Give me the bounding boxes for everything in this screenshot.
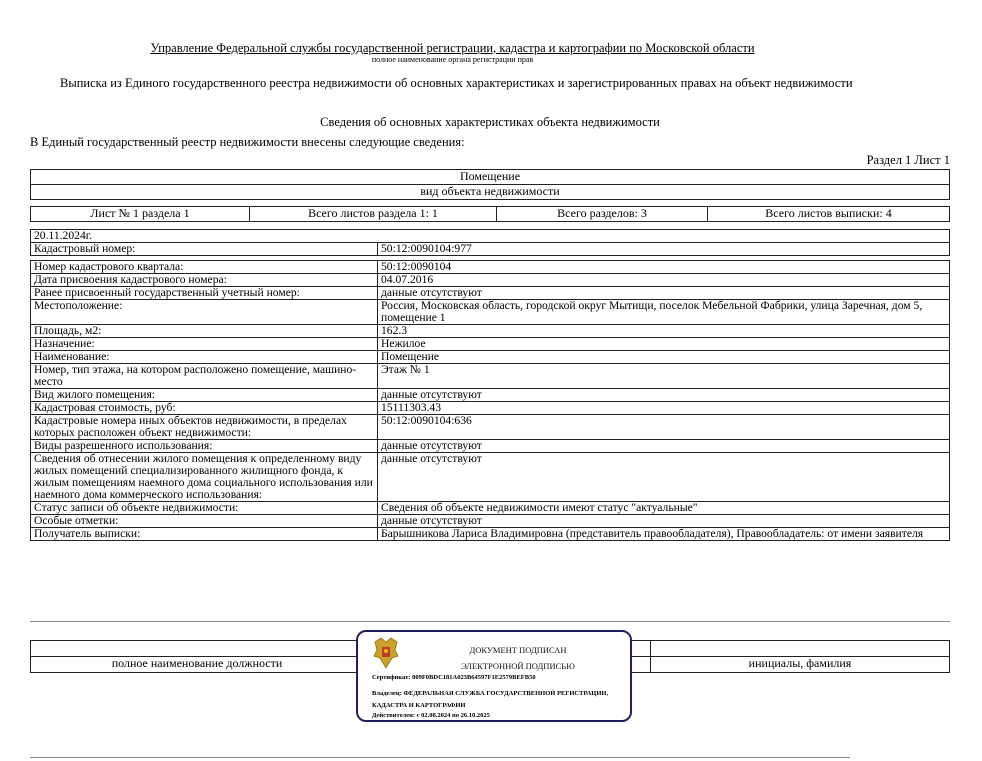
stamp-owner: Владелец: ФЕДЕРАЛЬНАЯ СЛУЖБА ГОСУДАРСТВЕННОЙ РЕГИСТРАЦИИ, КАДАСТРА И КАРТОГРАФИИ <box>372 690 609 709</box>
cadastral-value: 50:12:0090104:977 <box>378 243 950 256</box>
characteristic-label: Номер, тип этажа, на котором расположено помещение, машино-место <box>31 364 378 389</box>
stamp-certificate: Сертификат: 009F0BDC181A023B64597F1E2579BEFB50 <box>372 674 536 681</box>
characteristic-label: Местоположение: <box>31 300 378 325</box>
divider <box>30 621 950 622</box>
characteristic-label: Площадь, м2: <box>31 325 378 338</box>
characteristic-value: Помещение <box>378 351 950 364</box>
characteristic-value: данные отсутствуют <box>378 515 950 528</box>
section-sheet-label: Раздел 1 Лист 1 <box>866 153 950 167</box>
position-label: полное наименование должности <box>31 657 364 673</box>
stamp-line1: ДОКУМЕНТ ПОДПИСАН <box>469 645 567 655</box>
object-type-value: Помещение <box>31 170 950 185</box>
characteristic-value: данные отсутствуют <box>378 453 950 502</box>
characteristic-value: 15111303.43 <box>378 402 950 415</box>
characteristic-label: Вид жилого помещения: <box>31 389 378 402</box>
sheets-table <box>30 206 950 222</box>
characteristic-label: Дата присвоения кадастрового номера: <box>31 274 378 287</box>
date-cell: 20.11.2024г. <box>31 230 950 243</box>
characteristic-value: 162.3 <box>378 325 950 338</box>
characteristic-row <box>31 325 950 338</box>
characteristic-label: Особые отметки: <box>31 515 378 528</box>
characteristic-row <box>31 402 950 415</box>
characteristic-row <box>31 274 950 287</box>
characteristic-row <box>31 287 950 300</box>
organization-note: полное наименование органа регистрации прав <box>371 55 534 64</box>
characteristic-label: Назначение: <box>31 338 378 351</box>
characteristic-label: Виды разрешенного использования: <box>31 440 378 453</box>
characteristic-value: Нежилое <box>378 338 950 351</box>
characteristic-value: 04.07.2016 <box>378 274 950 287</box>
characteristic-row <box>31 415 950 440</box>
cadastral-label: Кадастровый номер: <box>31 243 378 256</box>
characteristic-row <box>31 300 950 325</box>
bottom-divider <box>30 757 850 758</box>
eagle-emblem-icon <box>372 636 400 670</box>
characteristic-label: Кадастровая стоимость, руб: <box>31 402 378 415</box>
date-row <box>31 230 950 243</box>
characteristic-value: Сведения об объекте недвижимости имеют статус "актуальные" <box>378 502 950 515</box>
sheets-in-section: Всего листов раздела 1: 1 <box>250 207 497 222</box>
characteristic-label: Кадастровые номера иных объектов недвижимости, в пределах которых расположен объект недвижимости: <box>31 415 378 440</box>
intro-text: В Единый государственный реестр недвижимости внесены следующие сведения: <box>30 135 465 149</box>
characteristic-label: Ранее присвоенный государственный учетный номер: <box>31 287 378 300</box>
stamp-line2: ЭЛЕКТРОННОЙ ПОДПИСЬЮ <box>461 661 575 671</box>
characteristics-table <box>30 229 950 541</box>
characteristic-row <box>31 261 950 274</box>
characteristic-value: Россия, Московская область, городской округ Мытищи, поселок Мебельной Фабрики, улица Заречная, дом 5, помещение 1 <box>378 300 950 325</box>
stamp-validity: Действителен: с 02.08.2024 по 26.10.2025 <box>372 712 490 719</box>
characteristic-label: Получатель выписки: <box>31 528 378 541</box>
position-blank <box>31 641 364 657</box>
characteristic-row <box>31 351 950 364</box>
characteristic-row <box>31 389 950 402</box>
electronic-signature-stamp <box>356 630 632 722</box>
object-type-table <box>30 169 950 200</box>
characteristic-value: Этаж № 1 <box>378 364 950 389</box>
characteristic-value: Барышникова Лариса Владимировна (представитель правообладателя), Правообладатель: от имени заявителя <box>378 528 950 541</box>
characteristic-label: Статус записи об объекте недвижимости: <box>31 502 378 515</box>
characteristic-row <box>31 338 950 351</box>
characteristic-row <box>31 364 950 389</box>
characteristic-label: Наименование: <box>31 351 378 364</box>
object-type-label: вид объекта недвижимости <box>31 185 950 200</box>
characteristic-value: 50:12:0090104:636 <box>378 415 950 440</box>
characteristic-label: Сведения об отнесении жилого помещения к определенному виду жилых помещений специализированного жилищного фонда, к жилым помещениям наемного дома социального использования или наемного дома коммерческого использования: <box>31 453 378 502</box>
characteristic-row <box>31 502 950 515</box>
total-sheets: Всего листов выписки: 4 <box>708 207 950 222</box>
characteristic-value: данные отсутствуют <box>378 287 950 300</box>
characteristic-row <box>31 528 950 541</box>
characteristic-row <box>31 440 950 453</box>
info-title: Сведения об основных характеристиках объекта недвижимости <box>320 115 660 129</box>
characteristic-row <box>31 453 950 502</box>
characteristic-value: данные отсутствуют <box>378 389 950 402</box>
characteristic-value: данные отсутствуют <box>378 440 950 453</box>
name-blank <box>651 641 950 657</box>
total-sections: Всего разделов: 3 <box>497 207 708 222</box>
characteristic-value: 50:12:0090104 <box>378 261 950 274</box>
extract-title: Выписка из Единого государственного реестра недвижимости об основных характеристиках и зарегистрированных правах на объект недвижимости <box>60 76 853 90</box>
characteristic-label: Номер кадастрового квартала: <box>31 261 378 274</box>
organization-title: Управление Федеральной службы государственной регистрации, кадастра и картографии по Московской области <box>150 41 755 55</box>
sheet-number: Лист № 1 раздела 1 <box>31 207 250 222</box>
cadastral-row <box>31 243 950 256</box>
name-label: инициалы, фамилия <box>651 657 950 673</box>
characteristic-row <box>31 515 950 528</box>
